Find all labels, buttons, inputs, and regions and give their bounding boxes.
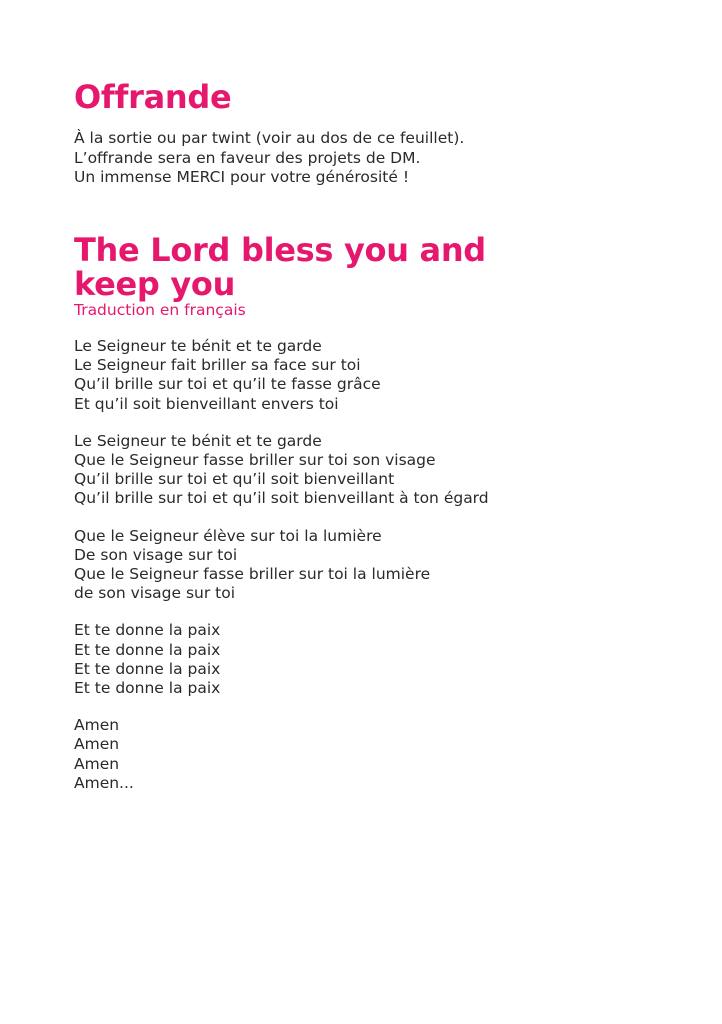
lyric-line: Qu’il brille sur toi et qu’il te fasse grâce bbox=[74, 375, 381, 394]
song-subtitle: Traduction en français bbox=[74, 301, 246, 319]
lyric-line: Amen bbox=[74, 754, 120, 773]
lyric-line: Que le Seigneur élève sur toi la lumière bbox=[74, 526, 382, 545]
offrande-line: À la sortie ou par twint (voir au dos de ce feuillet). bbox=[74, 129, 465, 147]
lyrics bbox=[74, 337, 489, 811]
lyric-line: Le Seigneur fait briller sa face sur toi bbox=[74, 356, 361, 375]
stanza bbox=[74, 527, 489, 604]
lyric-line: Amen bbox=[74, 735, 120, 754]
offrande-title: Offrande bbox=[74, 78, 232, 116]
offrande-line: Un immense MERCI pour votre générosité ! bbox=[74, 168, 410, 186]
lyric-line: de son visage sur toi bbox=[74, 584, 236, 603]
lyric-line: Et te donne la paix bbox=[74, 640, 221, 659]
lyric-line: Et te donne la paix bbox=[74, 621, 221, 640]
lyric-line: Et qu’il soit bienveillant envers toi bbox=[74, 394, 339, 413]
lyric-line: Amen bbox=[74, 716, 120, 735]
stanza bbox=[74, 621, 489, 698]
lyric-line: De son visage sur toi bbox=[74, 545, 238, 564]
lyric-line: Qu’il brille sur toi et qu’il soit bienveillant bbox=[74, 470, 395, 489]
stanza bbox=[74, 337, 489, 414]
lyric-line: Qu’il brille sur toi et qu’il soit bienveillant à ton égard bbox=[74, 489, 489, 508]
lyric-line: Et te donne la paix bbox=[74, 679, 221, 698]
lyric-line: Le Seigneur te bénit et te garde bbox=[74, 337, 322, 355]
stanza bbox=[74, 716, 489, 793]
offrande-text bbox=[74, 129, 464, 188]
lyric-line: Et te donne la paix bbox=[74, 659, 221, 678]
lyric-line: Que le Seigneur fasse briller sur toi son visage bbox=[74, 451, 436, 470]
offrande-line: L’offrande sera en faveur des projets de DM. bbox=[74, 148, 421, 167]
lyric-line: Le Seigneur te bénit et te garde bbox=[74, 431, 322, 450]
lyric-line: Que le Seigneur fasse briller sur toi la lumière bbox=[74, 565, 431, 584]
lyric-line: Amen... bbox=[74, 773, 134, 792]
song-title: The Lord bless you and keep you bbox=[74, 231, 486, 303]
stanza bbox=[74, 432, 489, 509]
